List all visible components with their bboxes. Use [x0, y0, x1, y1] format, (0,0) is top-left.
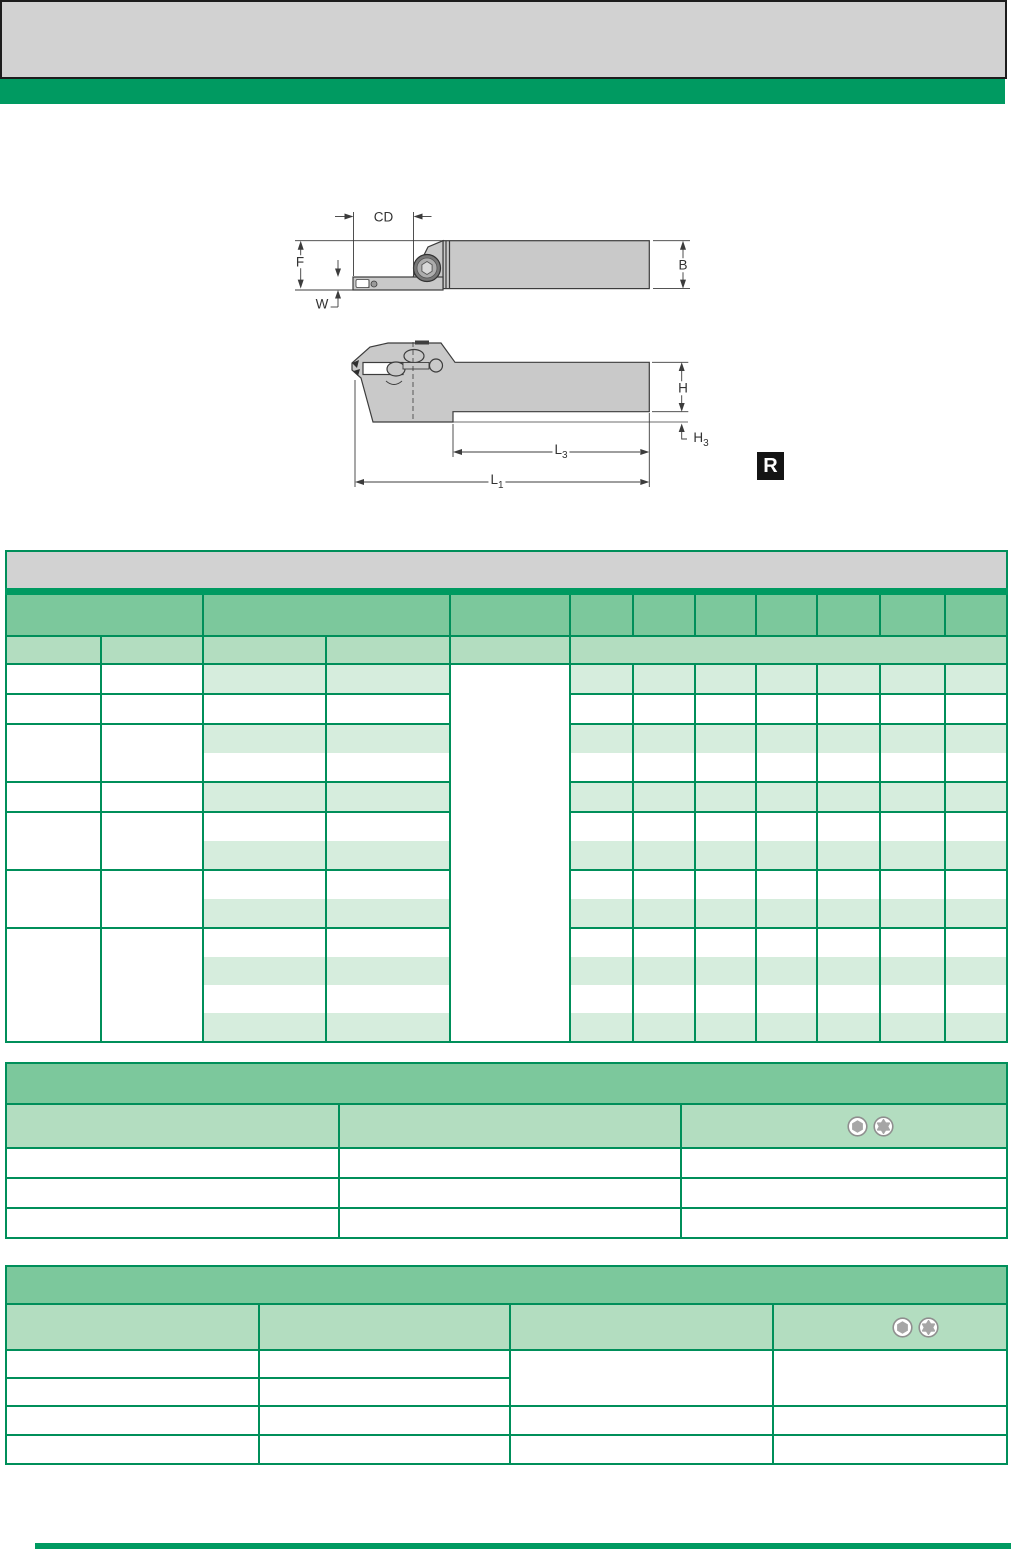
- cell: [101, 1013, 203, 1042]
- header-row: [6, 1304, 1007, 1350]
- cell: [695, 870, 756, 899]
- cell: [681, 1178, 1007, 1208]
- cell: [756, 664, 817, 694]
- cell: [570, 841, 633, 870]
- cell: [695, 724, 756, 753]
- cell: [203, 841, 326, 870]
- cell: [203, 985, 326, 1013]
- cell: [570, 985, 633, 1013]
- cell: [326, 957, 450, 985]
- screw-icons: [682, 1105, 1006, 1147]
- cell: [203, 753, 326, 782]
- cell: [510, 1406, 773, 1435]
- cell: [695, 928, 756, 957]
- table-title-band: [6, 1266, 1007, 1304]
- cell: [773, 1304, 1007, 1350]
- header-banner: [0, 0, 1007, 79]
- cell: [880, 592, 945, 637]
- cell: [633, 899, 695, 928]
- cell: [756, 870, 817, 899]
- cell: [6, 1013, 101, 1042]
- dim-label-h3: $H_3$: [693, 430, 709, 449]
- cell: [339, 1178, 681, 1208]
- cell: [773, 1350, 1007, 1406]
- table-title-band: [6, 551, 1007, 592]
- cell: [945, 899, 1007, 928]
- cell: [570, 1013, 633, 1042]
- table-row: [6, 1178, 1007, 1208]
- cell: [880, 870, 945, 899]
- cell: [6, 1178, 339, 1208]
- cell: [880, 664, 945, 694]
- cell: [633, 957, 695, 985]
- cell: [633, 841, 695, 870]
- cell: [6, 985, 101, 1013]
- cell: [203, 1013, 326, 1042]
- cell: [695, 841, 756, 870]
- subheader-row: [6, 636, 1007, 664]
- cell: [695, 592, 756, 637]
- cell: [6, 928, 101, 957]
- cell: [570, 753, 633, 782]
- cell: [695, 899, 756, 928]
- cell: [945, 957, 1007, 985]
- right-hand-badge: [757, 452, 784, 480]
- cell: [817, 694, 880, 724]
- table-row: [6, 664, 1007, 694]
- cell: [945, 753, 1007, 782]
- table-row: [6, 1435, 1007, 1464]
- dim-label-h: H: [678, 380, 688, 396]
- cell: [6, 1208, 339, 1238]
- cell: [695, 985, 756, 1013]
- cell: [203, 782, 326, 812]
- hex-socket-screw-icon: [847, 1116, 868, 1137]
- cell: [203, 899, 326, 928]
- cell: [6, 724, 101, 753]
- cell: [756, 957, 817, 985]
- cell: [633, 1013, 695, 1042]
- cell: [101, 841, 203, 870]
- cell: [510, 1304, 773, 1350]
- cell: [326, 753, 450, 782]
- cell: [817, 957, 880, 985]
- cell: [945, 592, 1007, 637]
- cell: [633, 724, 695, 753]
- cell: [101, 664, 203, 694]
- cell: [945, 812, 1007, 841]
- cell: [633, 694, 695, 724]
- cell: [681, 1208, 1007, 1238]
- torx-screw-icon: [873, 1116, 894, 1137]
- cell: [6, 1350, 259, 1378]
- second-data-table: [5, 1062, 1008, 1239]
- cell: [6, 694, 101, 724]
- cell: [203, 694, 326, 724]
- cell: [101, 724, 203, 753]
- cell: [101, 899, 203, 928]
- cell: [326, 636, 450, 664]
- cell: [6, 1148, 339, 1178]
- cell: [101, 753, 203, 782]
- table-title-band: [6, 1063, 1007, 1104]
- cell: [510, 1350, 773, 1406]
- cell: [880, 899, 945, 928]
- cell: [6, 636, 101, 664]
- cell: [101, 870, 203, 899]
- cell: [756, 928, 817, 957]
- cell: [945, 870, 1007, 899]
- cell: [756, 841, 817, 870]
- cell: [203, 724, 326, 753]
- cell: [570, 636, 1007, 664]
- cell: [6, 957, 101, 985]
- table-row: [6, 1148, 1007, 1178]
- hand-badge-letter: R: [763, 454, 778, 477]
- cell: [6, 753, 101, 782]
- cell: [880, 928, 945, 957]
- cell: [756, 1013, 817, 1042]
- cell: [510, 1435, 773, 1464]
- cell: [259, 1378, 510, 1406]
- header-green-stripe: [0, 79, 1005, 104]
- cell: [756, 985, 817, 1013]
- cell: [6, 812, 101, 841]
- dim-label-f: F: [295, 253, 305, 269]
- cell: [633, 664, 695, 694]
- cell: [6, 841, 101, 870]
- cell: [633, 782, 695, 812]
- cell: [101, 812, 203, 841]
- cell: [6, 899, 101, 928]
- cell: [570, 870, 633, 899]
- table-row: [6, 1208, 1007, 1238]
- footer-rule: [35, 1543, 1011, 1549]
- cell: [326, 841, 450, 870]
- cell: [756, 899, 817, 928]
- hex-socket-screw-icon: [892, 1317, 913, 1338]
- cell: [633, 985, 695, 1013]
- cell: [203, 928, 326, 957]
- cell: [817, 812, 880, 841]
- cell: [570, 724, 633, 753]
- cell: [945, 928, 1007, 957]
- cell: [633, 592, 695, 637]
- cell: [817, 841, 880, 870]
- dim-label-cd: CD: [373, 208, 394, 224]
- cell: [817, 753, 880, 782]
- cell: [756, 782, 817, 812]
- tool-drawing-svg: [280, 200, 820, 500]
- cell: [756, 812, 817, 841]
- cell: [695, 782, 756, 812]
- cell: [880, 812, 945, 841]
- cell: [570, 928, 633, 957]
- cell: [326, 985, 450, 1013]
- cell: [756, 724, 817, 753]
- tool-holder-drawing: [280, 200, 820, 500]
- cell: [450, 592, 570, 637]
- screw-icons: [774, 1305, 1006, 1349]
- cell: [695, 664, 756, 694]
- cell: [880, 753, 945, 782]
- cell: [6, 1406, 259, 1435]
- cell: [817, 592, 880, 637]
- cell: [6, 1378, 259, 1406]
- torx-screw-icon: [918, 1317, 939, 1338]
- cell: [101, 985, 203, 1013]
- cell: [880, 694, 945, 724]
- cell: [681, 1148, 1007, 1178]
- cell: [101, 694, 203, 724]
- cell: [203, 957, 326, 985]
- cell: [880, 841, 945, 870]
- cell: [945, 841, 1007, 870]
- cell: [945, 664, 1007, 694]
- cell: [570, 782, 633, 812]
- cell: [570, 694, 633, 724]
- cell: [945, 782, 1007, 812]
- cell: [6, 592, 203, 637]
- cell: [203, 812, 326, 841]
- cell: [570, 957, 633, 985]
- cell: [339, 1104, 681, 1148]
- cell: [681, 1104, 1007, 1148]
- cell: [945, 985, 1007, 1013]
- cell: [695, 694, 756, 724]
- cell: [570, 592, 633, 637]
- cell: [6, 1104, 339, 1148]
- dim-label-l1: $L_1$: [490, 472, 504, 491]
- cell: [326, 664, 450, 694]
- cell: [101, 782, 203, 812]
- cell: [756, 753, 817, 782]
- cell: [326, 928, 450, 957]
- cell: [326, 724, 450, 753]
- cell: [695, 753, 756, 782]
- table-row: [6, 1406, 1007, 1435]
- cell: [880, 1013, 945, 1042]
- cell: [570, 812, 633, 841]
- cell: [880, 782, 945, 812]
- cell: [259, 1435, 510, 1464]
- header-row: [6, 1104, 1007, 1148]
- cell: [259, 1406, 510, 1435]
- cell: [945, 1013, 1007, 1042]
- cell: [203, 870, 326, 899]
- cell: [880, 724, 945, 753]
- cell: [6, 782, 101, 812]
- cell: [633, 928, 695, 957]
- cell: [880, 985, 945, 1013]
- cell: [326, 782, 450, 812]
- cell: [326, 694, 450, 724]
- cell: [203, 592, 450, 637]
- cell: [203, 664, 326, 694]
- cell: [570, 664, 633, 694]
- dim-label-w: W: [315, 296, 329, 312]
- table-row: [6, 1350, 1007, 1378]
- cell: [101, 928, 203, 957]
- cell: [633, 812, 695, 841]
- cell: [817, 899, 880, 928]
- cell: [817, 724, 880, 753]
- dim-label-l3: $L_3$: [554, 442, 568, 461]
- cell: [101, 636, 203, 664]
- cell: [695, 812, 756, 841]
- cell: [695, 1013, 756, 1042]
- cell: [326, 1013, 450, 1042]
- cell: [326, 870, 450, 899]
- dim-label-b: B: [678, 257, 688, 273]
- cell: [817, 664, 880, 694]
- third-data-table: [5, 1265, 1008, 1465]
- cell: [817, 928, 880, 957]
- cell: [817, 1013, 880, 1042]
- cell: [326, 812, 450, 841]
- cell: [450, 636, 570, 664]
- cell: [101, 957, 203, 985]
- cell: [450, 664, 570, 1042]
- cell: [817, 985, 880, 1013]
- cell: [756, 592, 817, 637]
- cell: [817, 782, 880, 812]
- cell: [6, 664, 101, 694]
- cell: [339, 1208, 681, 1238]
- cell: [259, 1304, 510, 1350]
- table-title-row: [6, 1266, 1007, 1304]
- cell: [817, 870, 880, 899]
- table-title-row: [6, 1063, 1007, 1104]
- cell: [945, 724, 1007, 753]
- cell: [259, 1350, 510, 1378]
- cell: [6, 1304, 259, 1350]
- cell: [633, 753, 695, 782]
- cell: [633, 870, 695, 899]
- cell: [773, 1406, 1007, 1435]
- table-title-row: [6, 551, 1007, 592]
- cell: [756, 694, 817, 724]
- cell: [326, 899, 450, 928]
- cell: [880, 957, 945, 985]
- cell: [339, 1148, 681, 1178]
- cell: [695, 957, 756, 985]
- cell: [945, 694, 1007, 724]
- cell: [570, 899, 633, 928]
- cell: [203, 636, 326, 664]
- header-row: [6, 592, 1007, 637]
- cell: [6, 870, 101, 899]
- cell: [773, 1435, 1007, 1464]
- cell: [6, 1435, 259, 1464]
- main-data-table: [5, 550, 1008, 1043]
